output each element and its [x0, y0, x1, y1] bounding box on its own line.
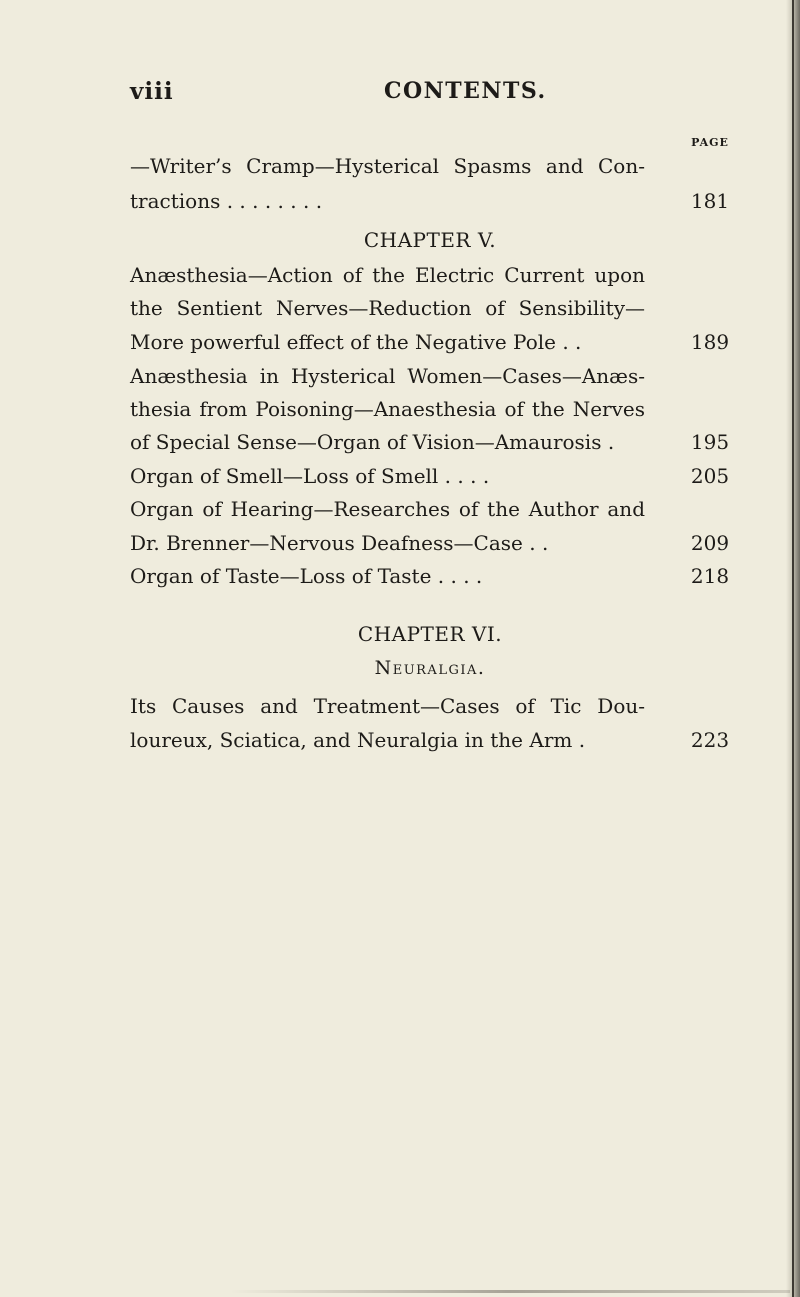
- page-folio: viii: [130, 78, 174, 105]
- toc-entry-line: Organ of Taste—Loss of Taste . . . .: [130, 564, 483, 588]
- page-edge-line: [792, 0, 794, 1297]
- chapter-subheading: Neuralgia.: [374, 657, 486, 679]
- toc-entry-line: —Writer’s Cramp—Hysterical Spasms and Con-: [130, 154, 645, 178]
- toc-entry-line: Organ of Hearing—Researches of the Author and: [130, 497, 645, 521]
- toc-page-number: 223: [690, 728, 730, 752]
- toc-page-number: 189: [690, 330, 730, 354]
- toc-entry-line: loureux, Sciatica, and Neuralgia in the Arm .: [130, 728, 586, 752]
- toc-entry-line: Its Causes and Treatment—Cases of Tic Dou-: [130, 694, 645, 718]
- toc-entry-text: tractions . . . . . . . .: [130, 189, 323, 213]
- toc-entry-line: Anæsthesia in Hysterical Women—Cases—Anæs-: [130, 364, 645, 388]
- toc-page-number: 205: [690, 464, 730, 488]
- running-title: CONTENTS.: [384, 78, 547, 104]
- page-header: [130, 78, 730, 108]
- toc-entry-line: thesia from Poisoning—Anaesthesia of the Nerves: [130, 397, 645, 421]
- toc-page-number: 209: [690, 531, 730, 555]
- toc-entry-line: the Sentient Nerves—Reduction of Sensibility—: [130, 296, 645, 320]
- toc-entry-line: Anæsthesia—Action of the Electric Current upon: [130, 263, 645, 287]
- page-column-label: PAGE: [691, 136, 729, 149]
- toc-entry-line: of Special Sense—Organ of Vision—Amaurosis .: [130, 430, 615, 454]
- chapter-heading: CHAPTER V.: [363, 228, 497, 252]
- chapter-heading: CHAPTER VI.: [357, 622, 503, 646]
- toc-page-number: 181: [690, 189, 730, 213]
- toc-entry-line: More powerful effect of the Negative Pole . .: [130, 330, 582, 354]
- bottom-edge-mark: [230, 1290, 790, 1293]
- toc-entry-line: [130, 189, 650, 213]
- toc-page-number: 195: [690, 430, 730, 454]
- toc-entry-line: Organ of Smell—Loss of Smell . . . .: [130, 464, 490, 488]
- toc-entry-line: Dr. Brenner—Nervous Deafness—Case . .: [130, 531, 549, 555]
- toc-page-number: 218: [690, 564, 730, 588]
